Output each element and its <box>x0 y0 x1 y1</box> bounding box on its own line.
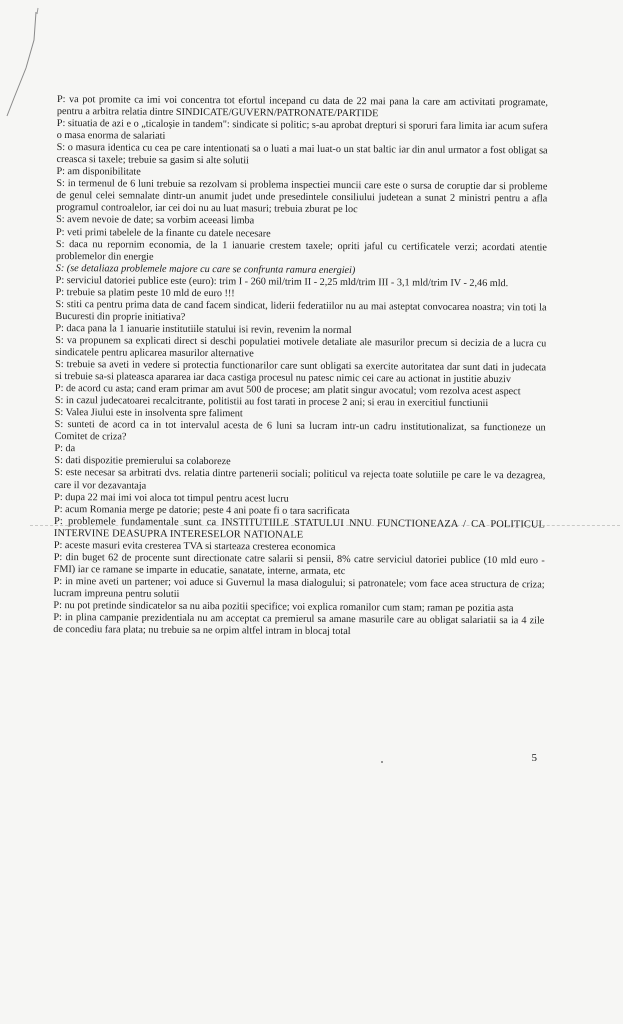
paragraph-8: S: daca nu repornim economia, de la 1 ianuarie crestem taxele; opriti jaful cu certificatele verzi; acordati atentie problemelor din energie <box>55 238 547 263</box>
pen-stroke-mark <box>0 0 60 140</box>
scan-speck <box>381 761 383 763</box>
paragraph-2: P: situatia de azi e o „ticaloşie in tandem": sindicate si politic; s-au aprobat drepturi si sporuri fara limita iar acum sufera o masa enorma de salariati <box>56 118 548 142</box>
paragraph-18: S: Valea Jiului este in insolventa spre faliment <box>54 407 243 420</box>
paragraph-19: S: sunteti de acord ca in tot intervalul acesta de 6 luni sa lucram intr-un cadru institutionalizat, sa functioneze un Comitet de criza? <box>54 419 546 443</box>
paragraph-1: P: va pot promite ca imi voi concentra tot efortul incepand cu data de 22 mai pana la care am activitati programate, pentru a arbitra relatia dintre SINDICATE/GUVERN/PATRONATE/PARTIDE <box>56 94 548 120</box>
paragraph-26: P: aceste masuri evita cresterea TVA si starteaza cresterea economica <box>53 539 336 553</box>
paragraph-25: P: problemele fundamentale sunt ca INSTITUTIILE STATULUI NNU FUNCTIONEAZA / CA POLITICUL INTERVINE DEASUPRA INTERESELOR NATIONALE <box>53 515 546 541</box>
paragraph-20: P: da <box>54 443 76 455</box>
paragraph-29: P: nu pot pretinde sindicatelor sa nu aiba pozitii specifice; voi explica romanilor cum stam; raman pe pozitia asta <box>53 599 514 615</box>
paragraph-15: S: trebuie sa aveti in vedere si protectia functionarilor care sunt obligati sa exercite autoritatea dar sunt dati in judecata si trebuie sa-si plateasca apararea iar daca castiga procesul nu patesc nimic cei care au actionat in justitie abuziv <box>54 359 547 386</box>
paragraph-17: S: in cazul judecatoarei recalcitrante, politistii au fost tarati in procese 2 ani; si erau in exercitiul functiunii <box>54 395 489 410</box>
page-number: 5 <box>531 752 537 764</box>
paragraph-12: S: stiti ca pentru prima data de cand facem sindicat, liderii federatiilor nu au mai asteptat convocarea noastra; vin toti la Bucuresti din proprie initiativa? <box>55 298 547 323</box>
paragraph-10: P: serviciul datoriei publice este (euro): trim I - 260 mil/trim II - 2,25 mld/trim III - 3,1 mld/trim IV - 2,46 mld. <box>55 274 509 289</box>
paragraph-4: P: am disponibilitate <box>56 166 141 178</box>
paragraph-5: S: in termenul de 6 luni trebuie sa rezolvam si problema inspectiei muncii care este o sursa de coruptie dar si probleme de genul celei semnalate dintr-un anumit judet unde presedintele consiliului judetean a sunat 2 ministri pentru a afla programul controalelor, iar cei doi nu au luat masuri; trebuia zburat pe loc <box>56 178 548 216</box>
paragraph-22: S: este necesar sa arbitrati dvs. relatia dintre partenerii sociali; politicul va rejecta toate solutiile pe care le va dezagrea, care il vor dezavantaja <box>54 467 546 492</box>
paragraph-13: P: daca pana la 1 ianuarie institutiile statului isi revin, revenim la normal <box>55 322 352 336</box>
paragraph-14: S: va propunem sa explicati direct si deschi populatiei motivele detaliate ale masurilor precum si decizia de a lucra cu sindicatele pentru aplicarea masurilor alternative <box>55 334 547 360</box>
paragraph-7: P: veti primi tabelele de la finante cu datele necesare <box>55 226 271 240</box>
paragraph-6: S: avem nevoie de date; sa vorbim aceeasi limba <box>56 214 255 227</box>
paragraph-23: P: dupa 22 mai imi voi aloca tot timpul pentru acest lucru <box>54 491 289 505</box>
paragraph-11: P: trebuie sa platim peste 10 mld de euro !!! <box>55 286 235 299</box>
paragraph-30: P: in plina campanie prezidentiala nu am acceptat ca premierul sa amane masurile care au obligat salariatii sa ia 4 zile de concediu fara plata; nu trebuie sa ne orpim altfel intram in blocaj total <box>53 612 545 638</box>
paragraph-16: P: de acord cu asta; cand eram primar am avut 500 de procese; am platit singur avocatul; vom rezolva acest aspect <box>54 383 521 398</box>
paragraph-27: P: din buget 62 de procente sunt directionate catre salarii si pensii, 8% catre serviciul datoriei publice (10 mld euro - FMI) iar ce ramane se imparte in educatie, sanatate, interne, armata, etc <box>53 551 545 577</box>
paragraph-21: S: dati dispozitie premierului sa colaboreze <box>54 455 231 468</box>
document-body <box>53 94 548 640</box>
paragraph-3: S: o masura identica cu cea pe care intentionati sa o luati a mai luat-o un stat baltic iar din anul urmator a fost obligat sa creasca si taxele; trebuie sa gasim si alte solutii <box>56 142 548 167</box>
paragraph-28: P: in mine aveti un partener; voi aduce si Guvernul la masa dialogului; si patronatele; vom face acea structura de criza; lucram impreuna pentru solutii <box>53 575 545 600</box>
paragraph-9: S: (se detaliaza problemele majore cu care se confrunta ramura energiei) <box>55 262 356 276</box>
paragraph-24: P: acum Romania merge pe datorie; peste 4 ani poate fi o tara sacrificata <box>54 503 350 517</box>
